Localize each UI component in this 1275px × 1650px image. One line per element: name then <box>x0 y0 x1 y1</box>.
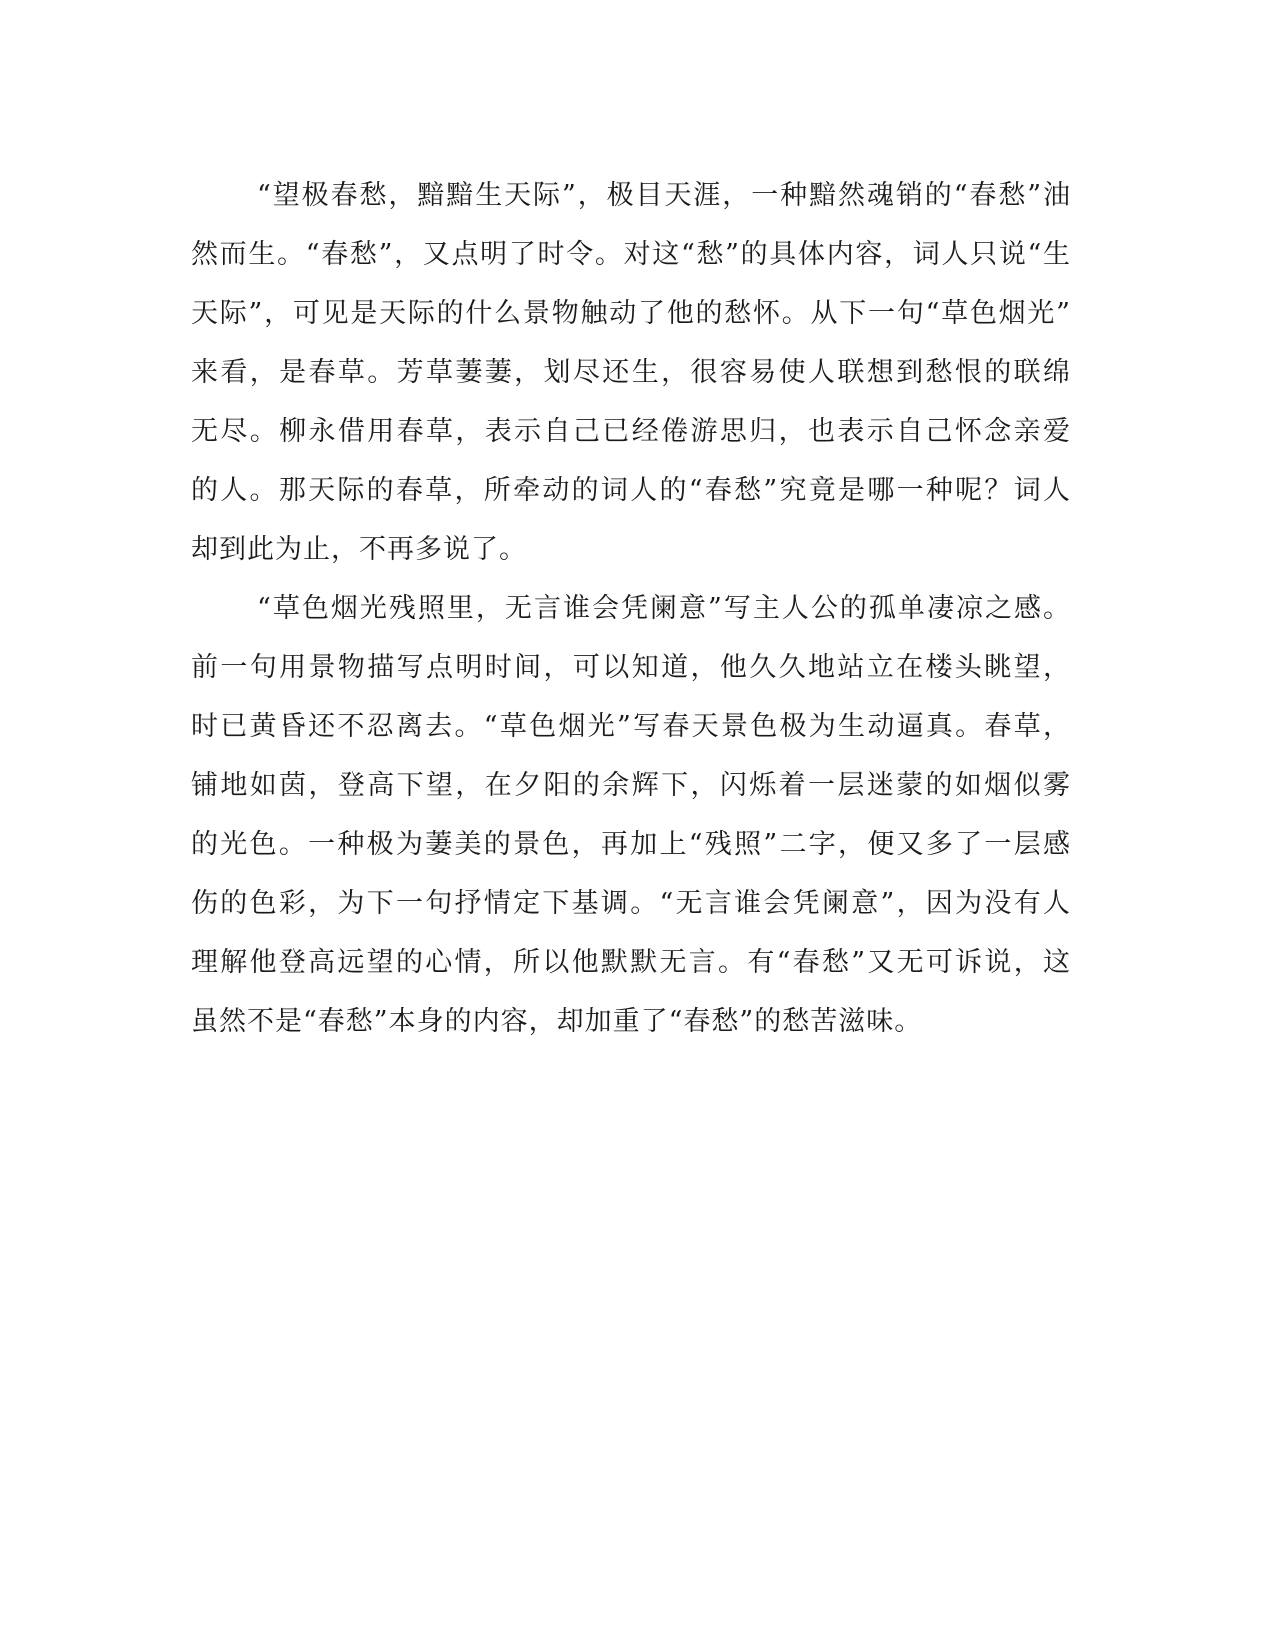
paragraph-line: 的人。那天际的春草，所牵动的词人的“春愁”究竟是哪一种呢？词人 <box>191 475 1071 506</box>
document-body <box>191 166 1071 1051</box>
paragraph-line: 天际”，可见是天际的什么景物触动了他的愁怀。从下一句“草色烟光” <box>191 298 1071 329</box>
paragraph-line: 然而生。“春愁”，又点明了时令。对这“愁”的具体内容，词人只说“生 <box>191 239 1071 270</box>
paragraph-line: 虽然不是“春愁”本身的内容，却加重了“春愁”的愁苦滋味。 <box>191 1006 923 1037</box>
paragraph-line: “草色烟光残照里，无言谁会凭阑意”写主人公的孤单凄凉之感。 <box>257 593 1071 624</box>
paragraph-line: 前一句用景物描写点明时间，可以知道，他久久地站立在楼头眺望， <box>191 652 1071 683</box>
paragraph-line: 却到此为止，不再多说了。 <box>191 534 527 565</box>
paragraph-line: 的光色。一种极为萋美的景色，再加上“残照”二字，便又多了一层感 <box>191 829 1071 860</box>
paragraph-line: 时已黄昏还不忍离去。“草色烟光”写春天景色极为生动逼真。春草， <box>191 711 1071 742</box>
paragraph-line: 理解他登高远望的心情，所以他默默无言。有“春愁”又无可诉说，这 <box>191 947 1071 978</box>
paragraph-2 <box>191 579 1071 1051</box>
paragraph-line: 伤的色彩，为下一句抒情定下基调。“无言谁会凭阑意”，因为没有人 <box>191 888 1071 919</box>
paragraph-line: 铺地如茵，登高下望，在夕阳的余辉下，闪烁着一层迷蒙的如烟似雾 <box>191 770 1071 801</box>
paragraph-1 <box>191 166 1071 579</box>
paragraph-line: 来看，是春草。芳草萋萋，划尽还生，很容易使人联想到愁恨的联绵 <box>191 357 1071 388</box>
paragraph-line: “望极春愁，黯黯生天际”，极目天涯，一种黯然魂销的“春愁”油 <box>257 180 1071 211</box>
paragraph-line: 无尽。柳永借用春草，表示自己已经倦游思归，也表示自己怀念亲爱 <box>191 416 1071 447</box>
